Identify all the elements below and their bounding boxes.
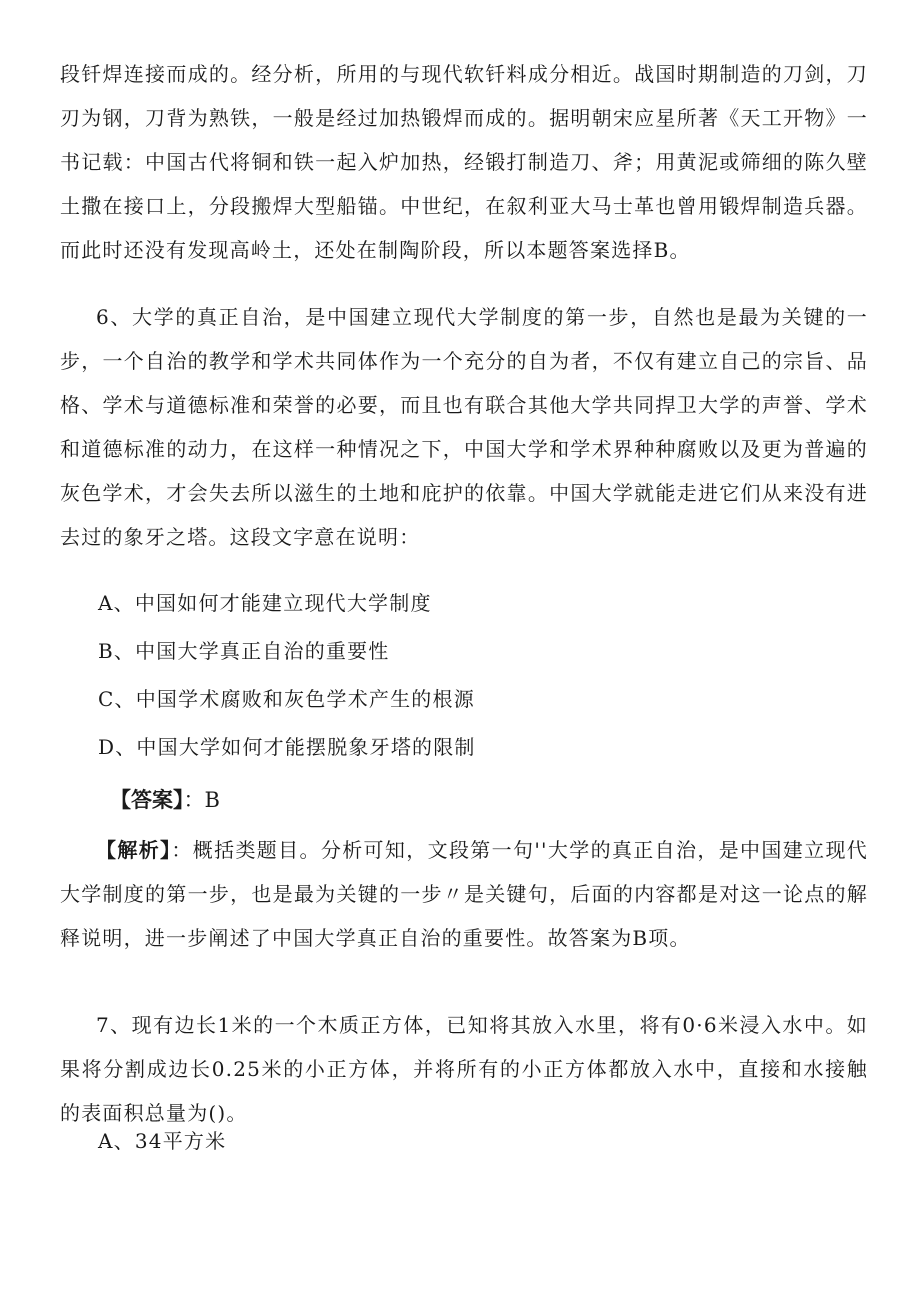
explanation-label: 【解析】 xyxy=(96,838,172,862)
explanation-text: ：概括类题目。分析可知，文段第一句''大学的真正自治，是中国建立现代大学制度的第一步，也是最为关键的一步〃是关键句，后面的内容都是对这一论点的解释说明，进一步阐述了中国大学真正自治的重要性。故答案为B项。 xyxy=(60,838,868,950)
question-6-option-d: D、中国大学如何才能摆脱象牙塔的限制 xyxy=(98,735,476,759)
question-7-option-a: A、34平方米 xyxy=(98,1129,227,1153)
question-6-explanation xyxy=(60,828,868,960)
question-6-option-c: C、中国学术腐败和灰色学术产生的根源 xyxy=(98,687,475,711)
question-7-stem: 7、现有边长1米的一个木质正方体，已知将其放入水里，将有0·6米浸入水中。如果将分割成边长0.25米的小正方体，并将所有的小正方体都放入水中，直接和水接触的表面积总量为()。 xyxy=(60,1013,868,1125)
question-6-stem: 6、大学的真正自治，是中国建立现代大学制度的第一步，自然也是最为关键的一步，一个自治的教学和学术共同体作为一个充分的自为者，不仅有建立自己的宗旨、品格、学术与道德标准和荣誉的必要，而且也有联合其他大学共同捍卫大学的声誉、学术和道德标准的动力，在这样一种情况之下，中国大学和学术界种种腐败以及更为普遍的灰色学术，才会失去所以滋生的土地和庇护的依靠。中国大学就能走进它们从来没有进去过的象牙之塔。这段文字意在说明： xyxy=(60,305,868,549)
question-6-answer xyxy=(110,784,220,816)
question-6-option-a: A、中国如何才能建立现代大学制度 xyxy=(98,591,432,615)
continuation-paragraph: 段钎焊连接而成的。经分析，所用的与现代软钎料成分相近。战国时期制造的刀剑，刀刃为钢，刀背为熟铁，一般是经过加热锻焊而成的。据明朝宋应星所著《天工开物》一书记载：中国古代将铜和铁一起入炉加热，经锻打制造刀、斧；用黄泥或筛细的陈久壁土撒在接口上，分段搬焊大型船锚。中世纪，在叙利亚大马士革也曾用锻焊制造兵器。而此时还没有发现高岭土，还处在制陶阶段，所以本题答案选择B。 xyxy=(60,62,868,262)
answer-value: ：B xyxy=(183,788,220,812)
question-6-option-b: B、中国大学真正自治的重要性 xyxy=(98,639,390,663)
answer-label: 【答案】 xyxy=(110,788,184,812)
